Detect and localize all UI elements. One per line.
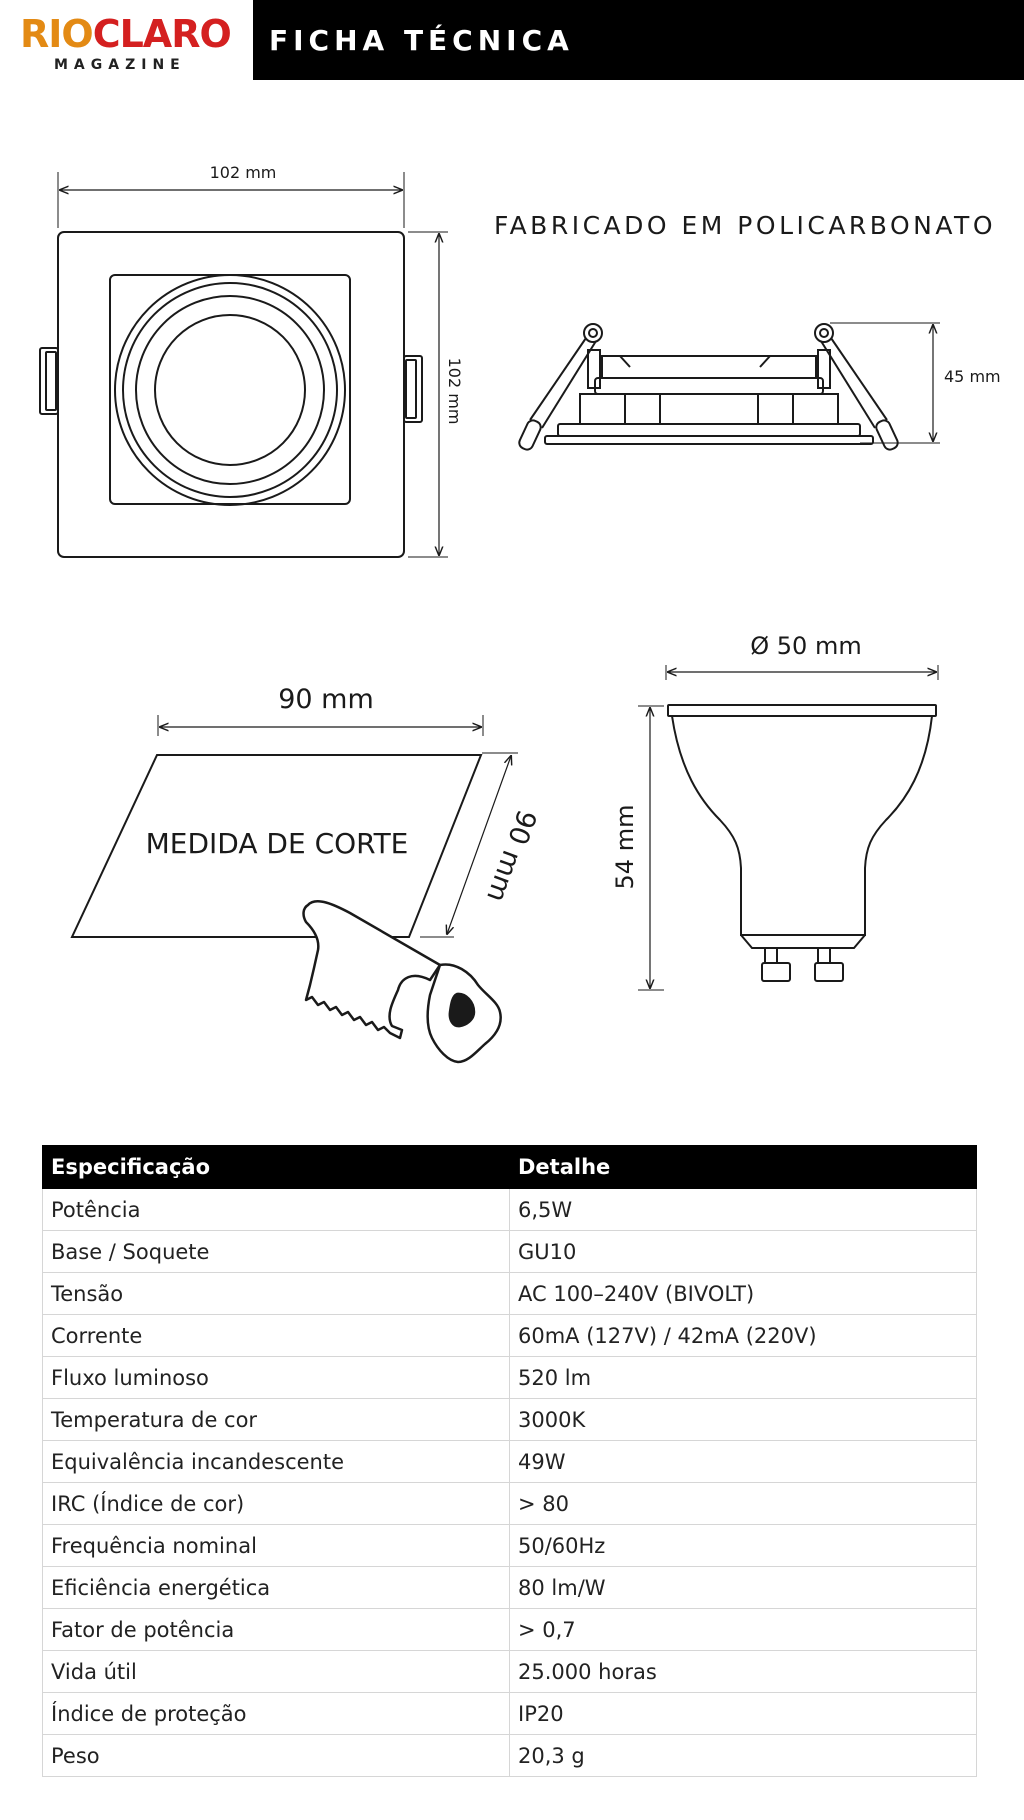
cut-height-label: 90 mm — [480, 805, 542, 907]
top-view-drawing — [40, 172, 448, 557]
table-cell-detail: 520 lm — [510, 1357, 977, 1399]
table-cell-detail: 80 lm/W — [510, 1567, 977, 1609]
lamp-body — [672, 716, 932, 935]
cutout-drawing — [72, 715, 518, 937]
table-header-spec: Especificação — [43, 1146, 510, 1189]
table-cell-spec: Eficiência energética — [43, 1567, 510, 1609]
table-row — [43, 1273, 977, 1315]
table-cell-spec: Equivalência incandescente — [43, 1441, 510, 1483]
table-cell-detail: AC 100–240V (BIVOLT) — [510, 1273, 977, 1315]
material-label: FABRICADO EM POLICARBONATO — [493, 211, 997, 240]
table-row — [43, 1189, 977, 1231]
table-cell-detail: > 0,7 — [510, 1609, 977, 1651]
table-cell-spec: Corrente — [43, 1315, 510, 1357]
table-cell-spec: Temperatura de cor — [43, 1399, 510, 1441]
table-row — [43, 1567, 977, 1609]
logo-wordmark — [20, 12, 231, 56]
top-width-label: 102 mm — [209, 163, 277, 182]
table-cell-spec: Fator de potência — [43, 1609, 510, 1651]
specs-table — [42, 1145, 977, 1777]
cut-label: MEDIDA DE CORTE — [145, 827, 409, 860]
table-cell-spec: Fluxo luminoso — [43, 1357, 510, 1399]
lamp-diameter-label: Ø 50 mm — [750, 632, 862, 660]
table-cell-detail: GU10 — [510, 1231, 977, 1273]
table-row — [43, 1231, 977, 1273]
table-cell-detail: 20,3 g — [510, 1735, 977, 1777]
table-cell-detail: 25.000 horas — [510, 1651, 977, 1693]
logo-subtitle: MAGAZINE — [54, 57, 186, 73]
page-title: FICHA TÉCNICA — [269, 24, 574, 57]
logo — [0, 0, 253, 80]
table-row — [43, 1651, 977, 1693]
table-row — [43, 1399, 977, 1441]
table-header-row — [43, 1146, 977, 1189]
lamp-height-label: 54 mm — [611, 804, 639, 890]
table-cell-detail: IP20 — [510, 1693, 977, 1735]
header — [0, 0, 1024, 80]
table-row — [43, 1315, 977, 1357]
table-cell-detail: 49W — [510, 1441, 977, 1483]
title-bar — [253, 0, 1024, 80]
table-row — [43, 1525, 977, 1567]
table-cell-spec: Base / Soquete — [43, 1231, 510, 1273]
table-cell-detail: 3000K — [510, 1399, 977, 1441]
table-cell-detail: 50/60Hz — [510, 1525, 977, 1567]
cut-width-label: 90 mm — [278, 684, 374, 715]
lamp-drawing — [638, 665, 938, 990]
table-cell-detail: > 80 — [510, 1483, 977, 1525]
technical-drawings — [0, 120, 1024, 1110]
logo-wordmark-claro: CLARO — [92, 12, 231, 56]
table-cell-spec: Tensão — [43, 1273, 510, 1315]
saw-icon — [304, 901, 501, 1062]
table-row — [43, 1609, 977, 1651]
table-row — [43, 1735, 977, 1777]
side-view-drawing — [517, 323, 940, 452]
table-cell-spec: Potência — [43, 1189, 510, 1231]
side-height-label: 45 mm — [944, 367, 1001, 386]
top-height-label: 102 mm — [445, 357, 464, 425]
logo-wordmark-rio: RIO — [20, 12, 93, 56]
table-row — [43, 1441, 977, 1483]
table-cell-spec: IRC (Índice de cor) — [43, 1483, 510, 1525]
table-cell-spec: Vida útil — [43, 1651, 510, 1693]
table-row — [43, 1483, 977, 1525]
table-cell-spec: Frequência nominal — [43, 1525, 510, 1567]
table-header-detail: Detalhe — [510, 1146, 977, 1189]
table-cell-spec: Índice de proteção — [43, 1693, 510, 1735]
table-cell-detail: 60mA (127V) / 42mA (220V) — [510, 1315, 977, 1357]
table-row — [43, 1693, 977, 1735]
table-row — [43, 1357, 977, 1399]
lamp-rim — [668, 705, 936, 716]
table-cell-spec: Peso — [43, 1735, 510, 1777]
table-cell-detail: 6,5W — [510, 1189, 977, 1231]
